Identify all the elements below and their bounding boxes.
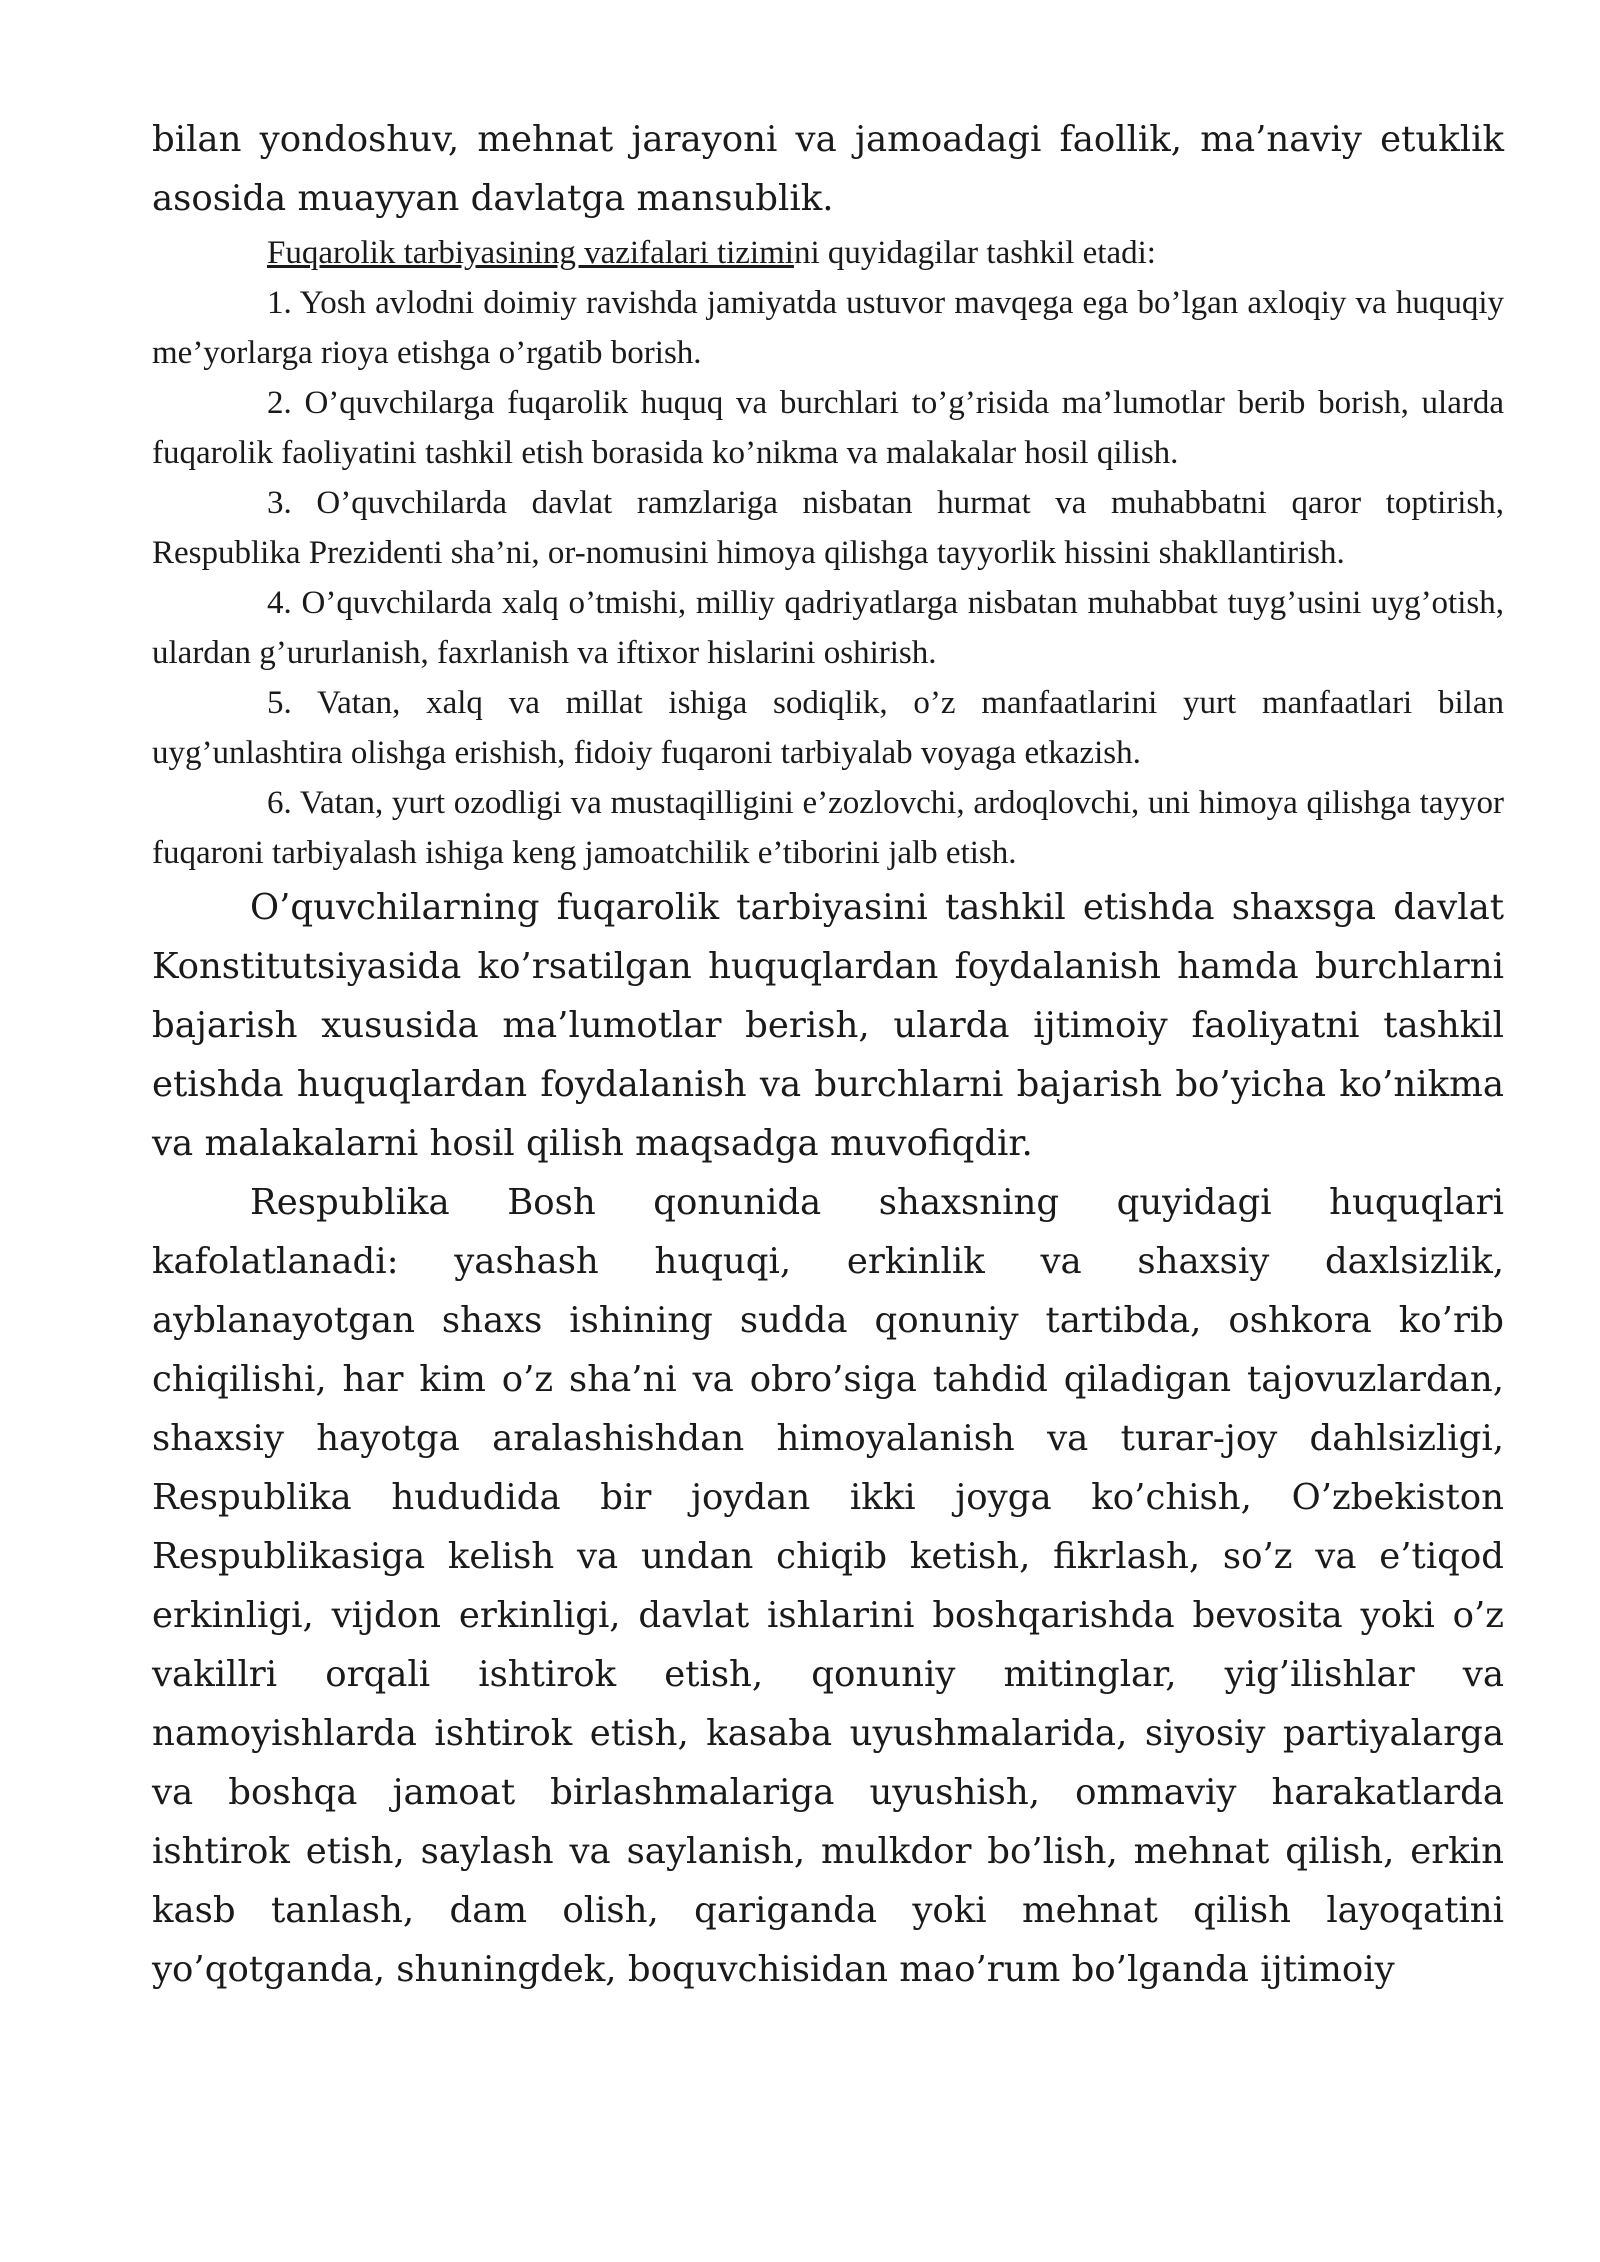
task-item-2: 2. O’quvchilarga fuqarolik huquq va burchlari to’g’risida ma’lumotlar berib borish, ularda fuqarolik faoliyatini tashkil etish borasida ko’nikma va malakalar hosil qilish. [152, 385, 1504, 471]
tasks-heading-underlined: Fuqarolik tarbiyasining vazifalari tizimi [267, 235, 794, 271]
task-item-3: 3. O’quvchilarda davlat ramzlariga nisbatan hurmat va muhabbatni qaror toptirish, Respublika Prezidenti sha’ni, or-nomusini himoya qilishga tayyorlik hissini shakllantirish. [152, 485, 1504, 571]
tasks-heading [152, 228, 1504, 278]
rights-paragraph: Respublika Bosh qonunida shaxsning quyidagi huquqlari kafolatlanadi: yashash huquqi, erkinlik va shaxsiy daxlsizlik, ayblanayotgan shaxs ishining sudda qonuniy tartibda, oshkora ko’rib chiqilishi, har kim o’z sha’ni va obro’siga tahdid qiladigan tajovuzlardan, shaxsiy hayotga aralashishdan himoyalanish va turar-joy dahlsizligi, Respublika hududida bir joydan ikki joyga ko’chish, O’zbekiston Respublikasiga kelish va undan chiqib ketish, fikrlash, so’z va e’tiqod erkinligi, vijdon erkinligi, davlat ishlarini boshqarishda bevosita yoki o’z vakillri orqali ishtirok etish, qonuniy mitinglar, yig’ilishlar va namoyishlarda ishtirok etish, kasaba uyushmalarida, siyosiy partiyalarga va boshqa jamoat birlashmalariga uyushish, ommaviy harakatlarda ishtirok etish, saylash va saylanish, mulkdor bo’lish, mehnat qilish, erkin kasb tanlash, dam olish, qariganda yoki mehnat qilish layoqatini yo’qotganda, shuningdek, boquvchisidan mao’rum bo’lganda ijtimoiy [152, 1182, 1504, 1990]
constitution-paragraph: O’quvchilarning fuqarolik tarbiyasini tashkil etishda shaxsga davlat Konstitutsiyasida ko’rsatilgan huquqlardan foydalanish hamda burchlarni bajarish xususida ma’lumotlar berish, ularda ijtimoiy faoliyatni tashkil etishda huquqlardan foydalanish va burchlarni bajarish bo’yicha ko’nikma va malakalarni hosil qilish maqsadga muvofiqdir. [152, 887, 1504, 1164]
task-item-6: 6. Vatan, yurt ozodligi va mustaqilligini e’zozlovchi, ardoqlovchi, uni himoya qilishga tayyor fuqaroni tarbiyalash ishiga keng jamoatchilik e’tiborini jalb etish. [152, 785, 1504, 871]
tasks-heading-rest: ni quyidagilar tashkil etadi: [793, 235, 1156, 271]
document-page [152, 110, 1504, 1999]
intro-continuation-paragraph: bilan yondoshuv, mehnat jarayoni va jamoadagi faollik, ma’naviy etuklik asosida muayyan davlatga mansublik. [152, 119, 1504, 219]
task-item-4: 4. O’quvchilarda xalq o’tmishi, milliy qadriyatlarga nisbatan muhabbat tuyg’usini uyg’otish, ulardan g’ururlanish, faxrlanish va iftixor hislarini oshirish. [152, 585, 1504, 671]
task-item-1: 1. Yosh avlodni doimiy ravishda jamiyatda ustuvor mavqega ega bo’lgan axloqiy va huquqiy me’yorlarga rioya etishga o’rgatib borish. [152, 285, 1504, 371]
task-item-5: 5. Vatan, xalq va millat ishiga sodiqlik, o’z manfaatlarini yurt manfaatlari bilan uyg’unlashtira olishga erishish, fidoiy fuqaroni tarbiyalab voyaga etkazish. [152, 685, 1504, 771]
